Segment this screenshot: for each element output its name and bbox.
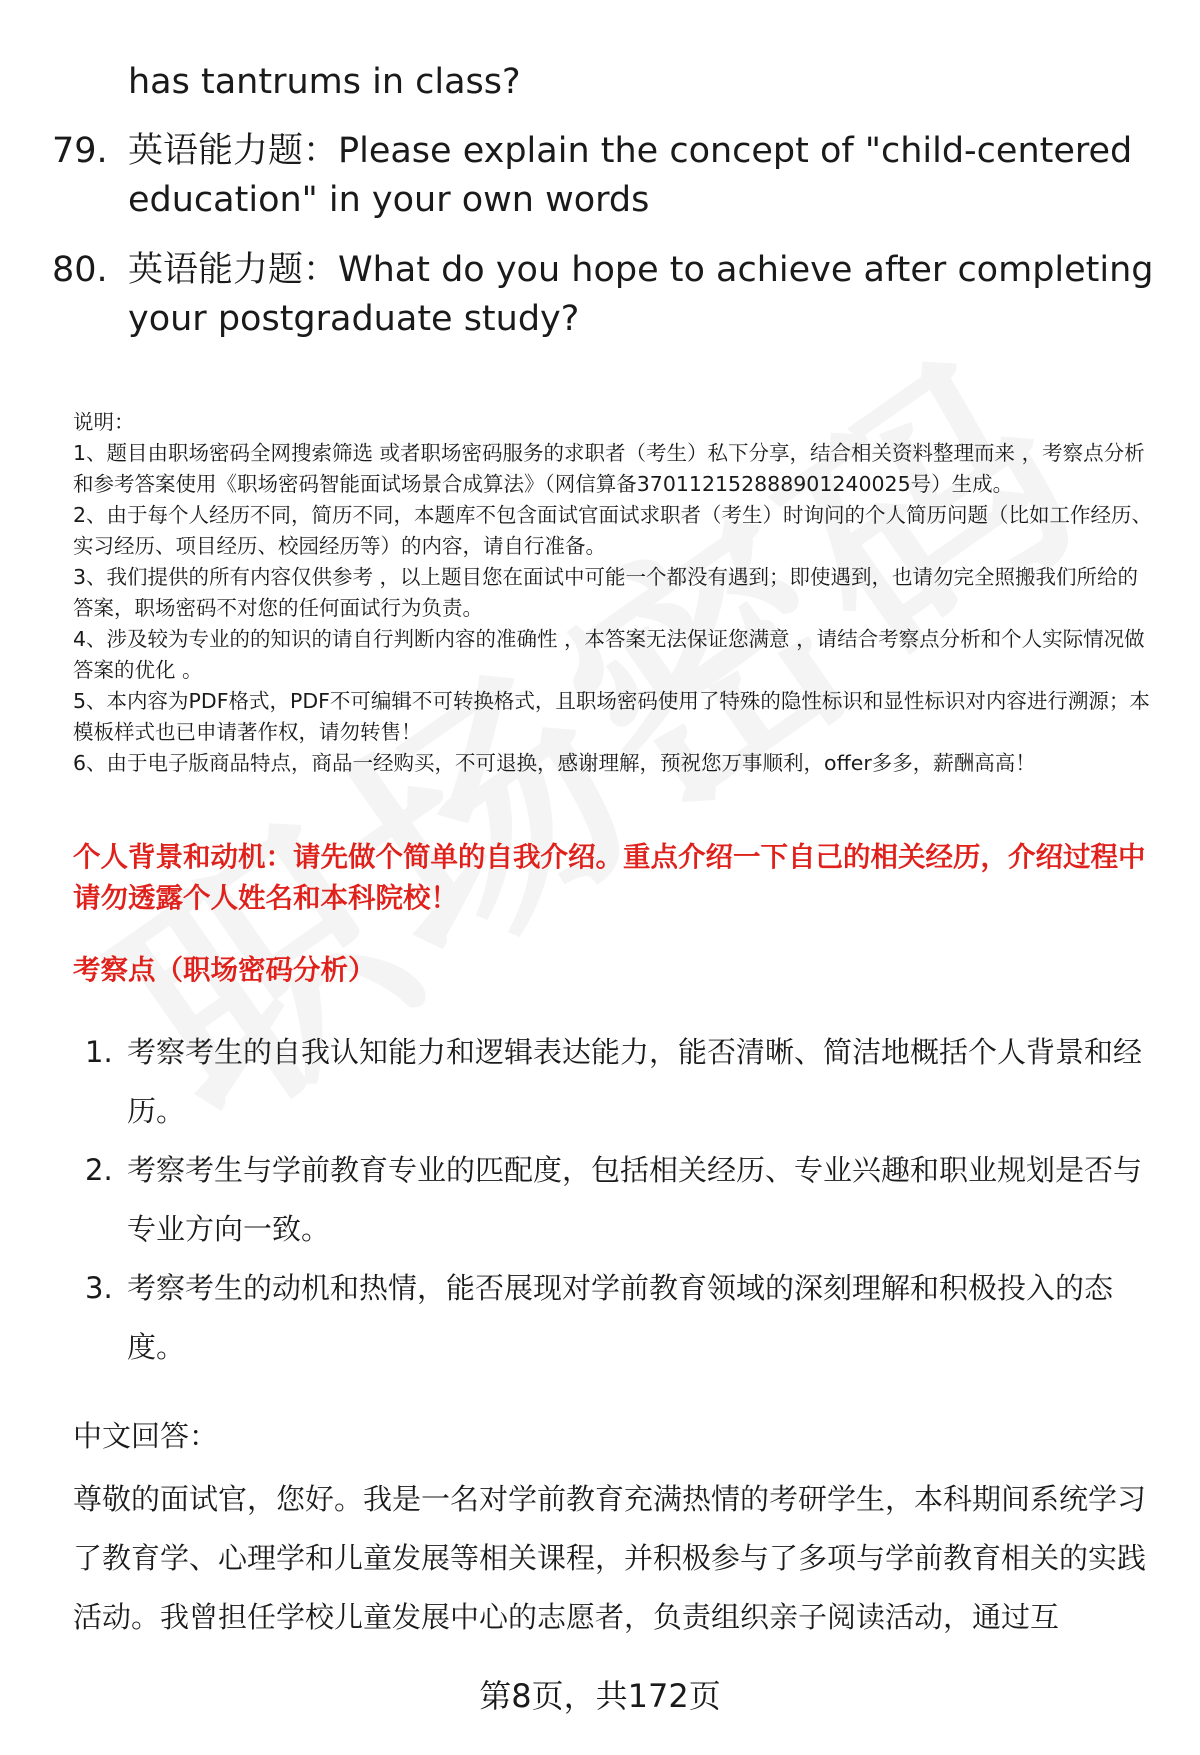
question-continuation: has tantrums in class? (128, 62, 521, 102)
point-number: 1. (85, 1035, 113, 1069)
question-number: 79. (52, 131, 108, 171)
analysis-points (73, 1023, 1158, 1377)
section-title: 个人背景和动机：请先做个简单的自我介绍。重点介绍一下自己的相关经历，介绍过程中请勿透露个人姓名和本科院校！ (73, 841, 1146, 914)
point-text: 考察考生的动机和热情，能否展现对学前教育领域的深刻理解和积极投入的态度。 (127, 1271, 1114, 1364)
point-text: 考察考生的自我认知能力和逻辑表达能力，能否清晰、简洁地概括个人背景和经历。 (127, 1035, 1143, 1128)
point-text: 考察考生与学前教育专业的匹配度，包括相关经历、专业兴趣和职业规划是否与专业方向一致。 (127, 1153, 1143, 1246)
note-item: 4、涉及较为专业的的知识的请自行判断内容的准确性 ，本答案无法保证您满意 ，请结合考察点分析和个人实际情况做答案的优化 。 (73, 627, 1145, 682)
note-item: 3、我们提供的所有内容仅供参考 ，以上题目您在面试中可能一个都没有遇到；即使遇到，也请勿完全照搬我们所给的答案，职场密码不对您的任何面试行为负责。 (73, 565, 1139, 620)
note-item: 2、由于每个人经历不同，简历不同，本题库不包含面试官面试求职者（考生）时询问的个人简历问题（比如工作经历、实习经历、项目经历、校园经历等）的内容，请自行准备。 (73, 503, 1153, 558)
notes-block (73, 407, 1158, 779)
answer-text: 尊敬的面试官，您好。我是一名对学前教育充满热情的考研学生，本科期间系统学习了教育学、心理学和儿童发展等相关课程，并积极参与了多项与学前教育相关的实践活动。我曾担任学校儿童发展中心的志愿者，负责组织亲子阅读活动，通过互 (73, 1482, 1147, 1634)
note-item: 1、题目由职场密码全网搜索筛选 或者职场密码服务的求职者（考生）私下分享，结合相关资料整理而来 ，考察点分析和参考答案使用《职场密码智能面试场景合成算法》（网信算备370112152888901240025号）生成。 (73, 441, 1145, 496)
answer-label: 中文回答： (73, 1419, 219, 1453)
notes-heading: 说明： (73, 410, 135, 434)
question-text: 英语能力题：Please explain the concept of "child-centered education" in your own words (128, 131, 1133, 220)
point-number: 2. (85, 1153, 113, 1187)
question-number: 80. (52, 250, 108, 290)
point-number: 3. (85, 1271, 113, 1305)
note-item: 5、本内容为PDF格式，PDF不可编辑不可转换格式，且职场密码使用了特殊的隐性标识和显性标识对内容进行溯源；本模板样式也已申请著作权，请勿转售！ (73, 689, 1150, 744)
note-item: 6、由于电子版商品特点，商品一经购买，不可退换，感谢理解，预祝您万事顺利，offer多多，薪酬高高！ (73, 751, 1036, 775)
page-footer: 第8页，共172页 (479, 1677, 721, 1715)
analysis-point (73, 1141, 1158, 1259)
analysis-point (73, 1023, 1158, 1141)
section-subtitle: 考察点（职场密码分析） (73, 954, 376, 986)
analysis-point (73, 1259, 1158, 1377)
question-text: 英语能力题：What do you hope to achieve after completing your postgraduate study? (128, 250, 1154, 339)
